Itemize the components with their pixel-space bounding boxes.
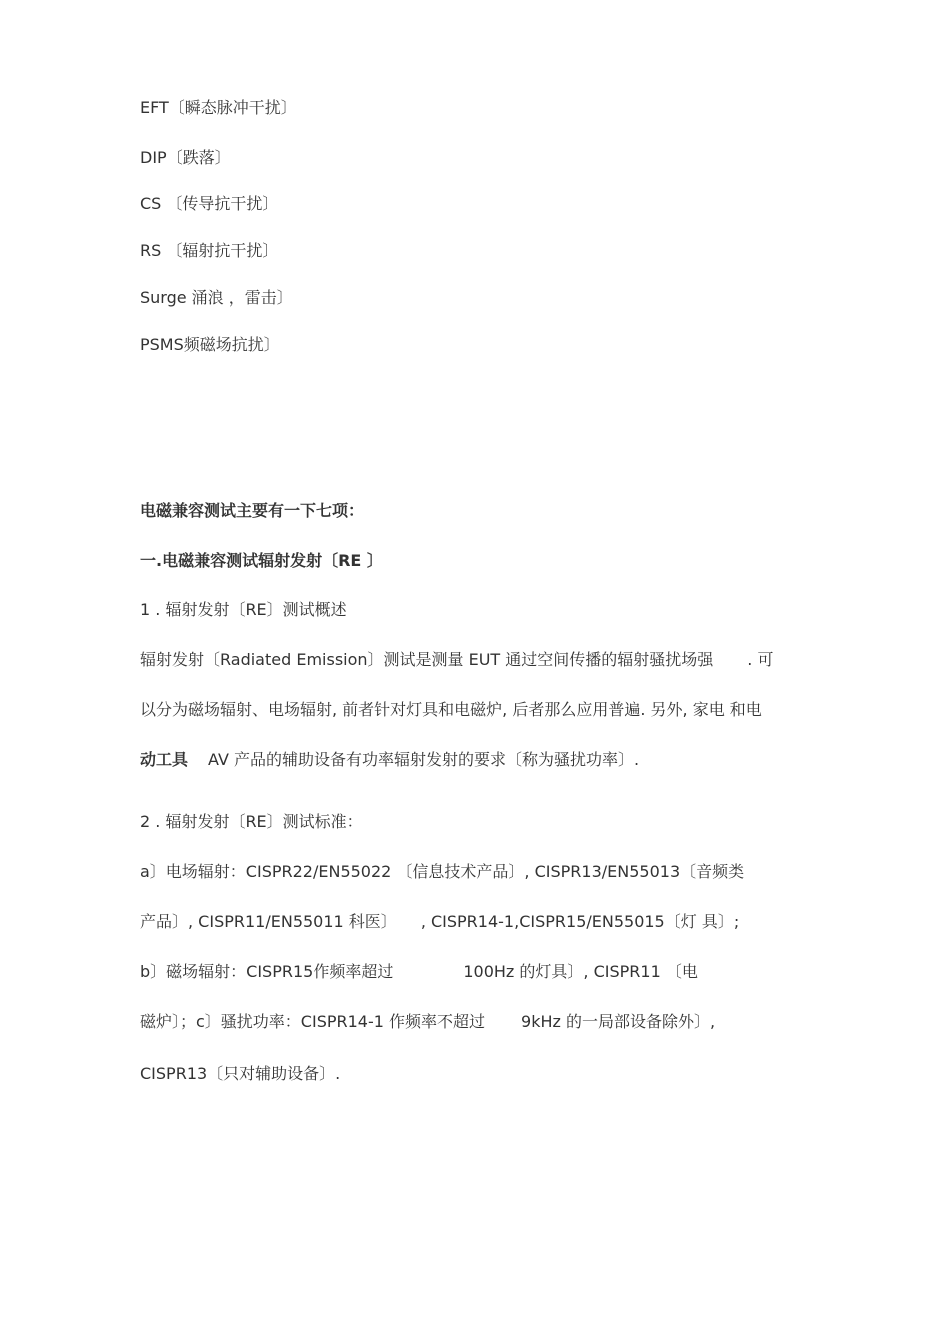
paragraph-line bbox=[140, 649, 773, 671]
paragraph-text: 辐射发射〔Radiated Emission〕测试是测量 EUT 通过空间传播的辐射骚扰场强 bbox=[140, 650, 714, 669]
standards-text: 100Hz 的灯具〕, CISPR11 〔电 bbox=[463, 962, 698, 981]
subsection1-title: 1 . 辐射发射〔RE〕测试概述 bbox=[140, 600, 347, 619]
paragraph-text: 动工具 bbox=[140, 750, 189, 769]
subsection2-title: 2 . 辐射发射〔RE〕测试标准： bbox=[140, 812, 363, 831]
list-item-eft: EFT〔瞬态脉冲干扰〕 bbox=[140, 98, 297, 117]
section1-title: 一.电磁兼容测试辐射发射〔RE 〕 bbox=[140, 551, 383, 570]
list-item-cs: CS 〔传导抗干扰〕 bbox=[140, 194, 279, 213]
paragraph-line: 以分为磁场辐射、电场辐射, 前者针对灯具和电磁炉, 后者那么应用普遍. 另外, 家电 和电 bbox=[140, 700, 762, 719]
standards-line bbox=[140, 911, 739, 933]
intro-heading: 电磁兼容测试主要有一下七项： bbox=[140, 501, 365, 520]
paragraph-line bbox=[140, 749, 639, 771]
standards-text: 产品〕, CISPR11/EN55011 科医〕 bbox=[140, 912, 397, 931]
list-item-rs: RS 〔辐射抗干扰〕 bbox=[140, 241, 279, 260]
standards-text: b〕磁场辐射：CISPR15作频率超过 bbox=[140, 962, 394, 981]
standards-line: a〕电场辐射：CISPR22/EN55022 〔信息技术产品〕, CISPR13/EN55013〔音频类 bbox=[140, 862, 745, 881]
standards-line bbox=[140, 1011, 715, 1033]
standards-text: 磁炉〕；c〕骚扰功率：CISPR14-1 作频率不超过 bbox=[140, 1012, 486, 1031]
standards-line: CISPR13〔只对辅助设备〕. bbox=[140, 1064, 341, 1083]
paragraph-text: . 可 bbox=[747, 650, 774, 669]
list-item-psms: PSMS频磁场抗扰〕 bbox=[140, 335, 280, 354]
list-item-dip: DIP〔跌落〕 bbox=[140, 148, 231, 167]
standards-text: 9kHz 的一局部设备除外〕, bbox=[521, 1012, 716, 1031]
standards-line bbox=[140, 961, 698, 983]
paragraph-text: AV 产品的辅助设备有功率辐射发射的要求〔称为骚扰功率〕. bbox=[208, 750, 640, 769]
list-item-surge: Surge 涌浪 ，雷击〕 bbox=[140, 288, 293, 307]
standards-text: , CISPR14-1,CISPR15/EN55015〔灯 具〕; bbox=[420, 912, 740, 931]
